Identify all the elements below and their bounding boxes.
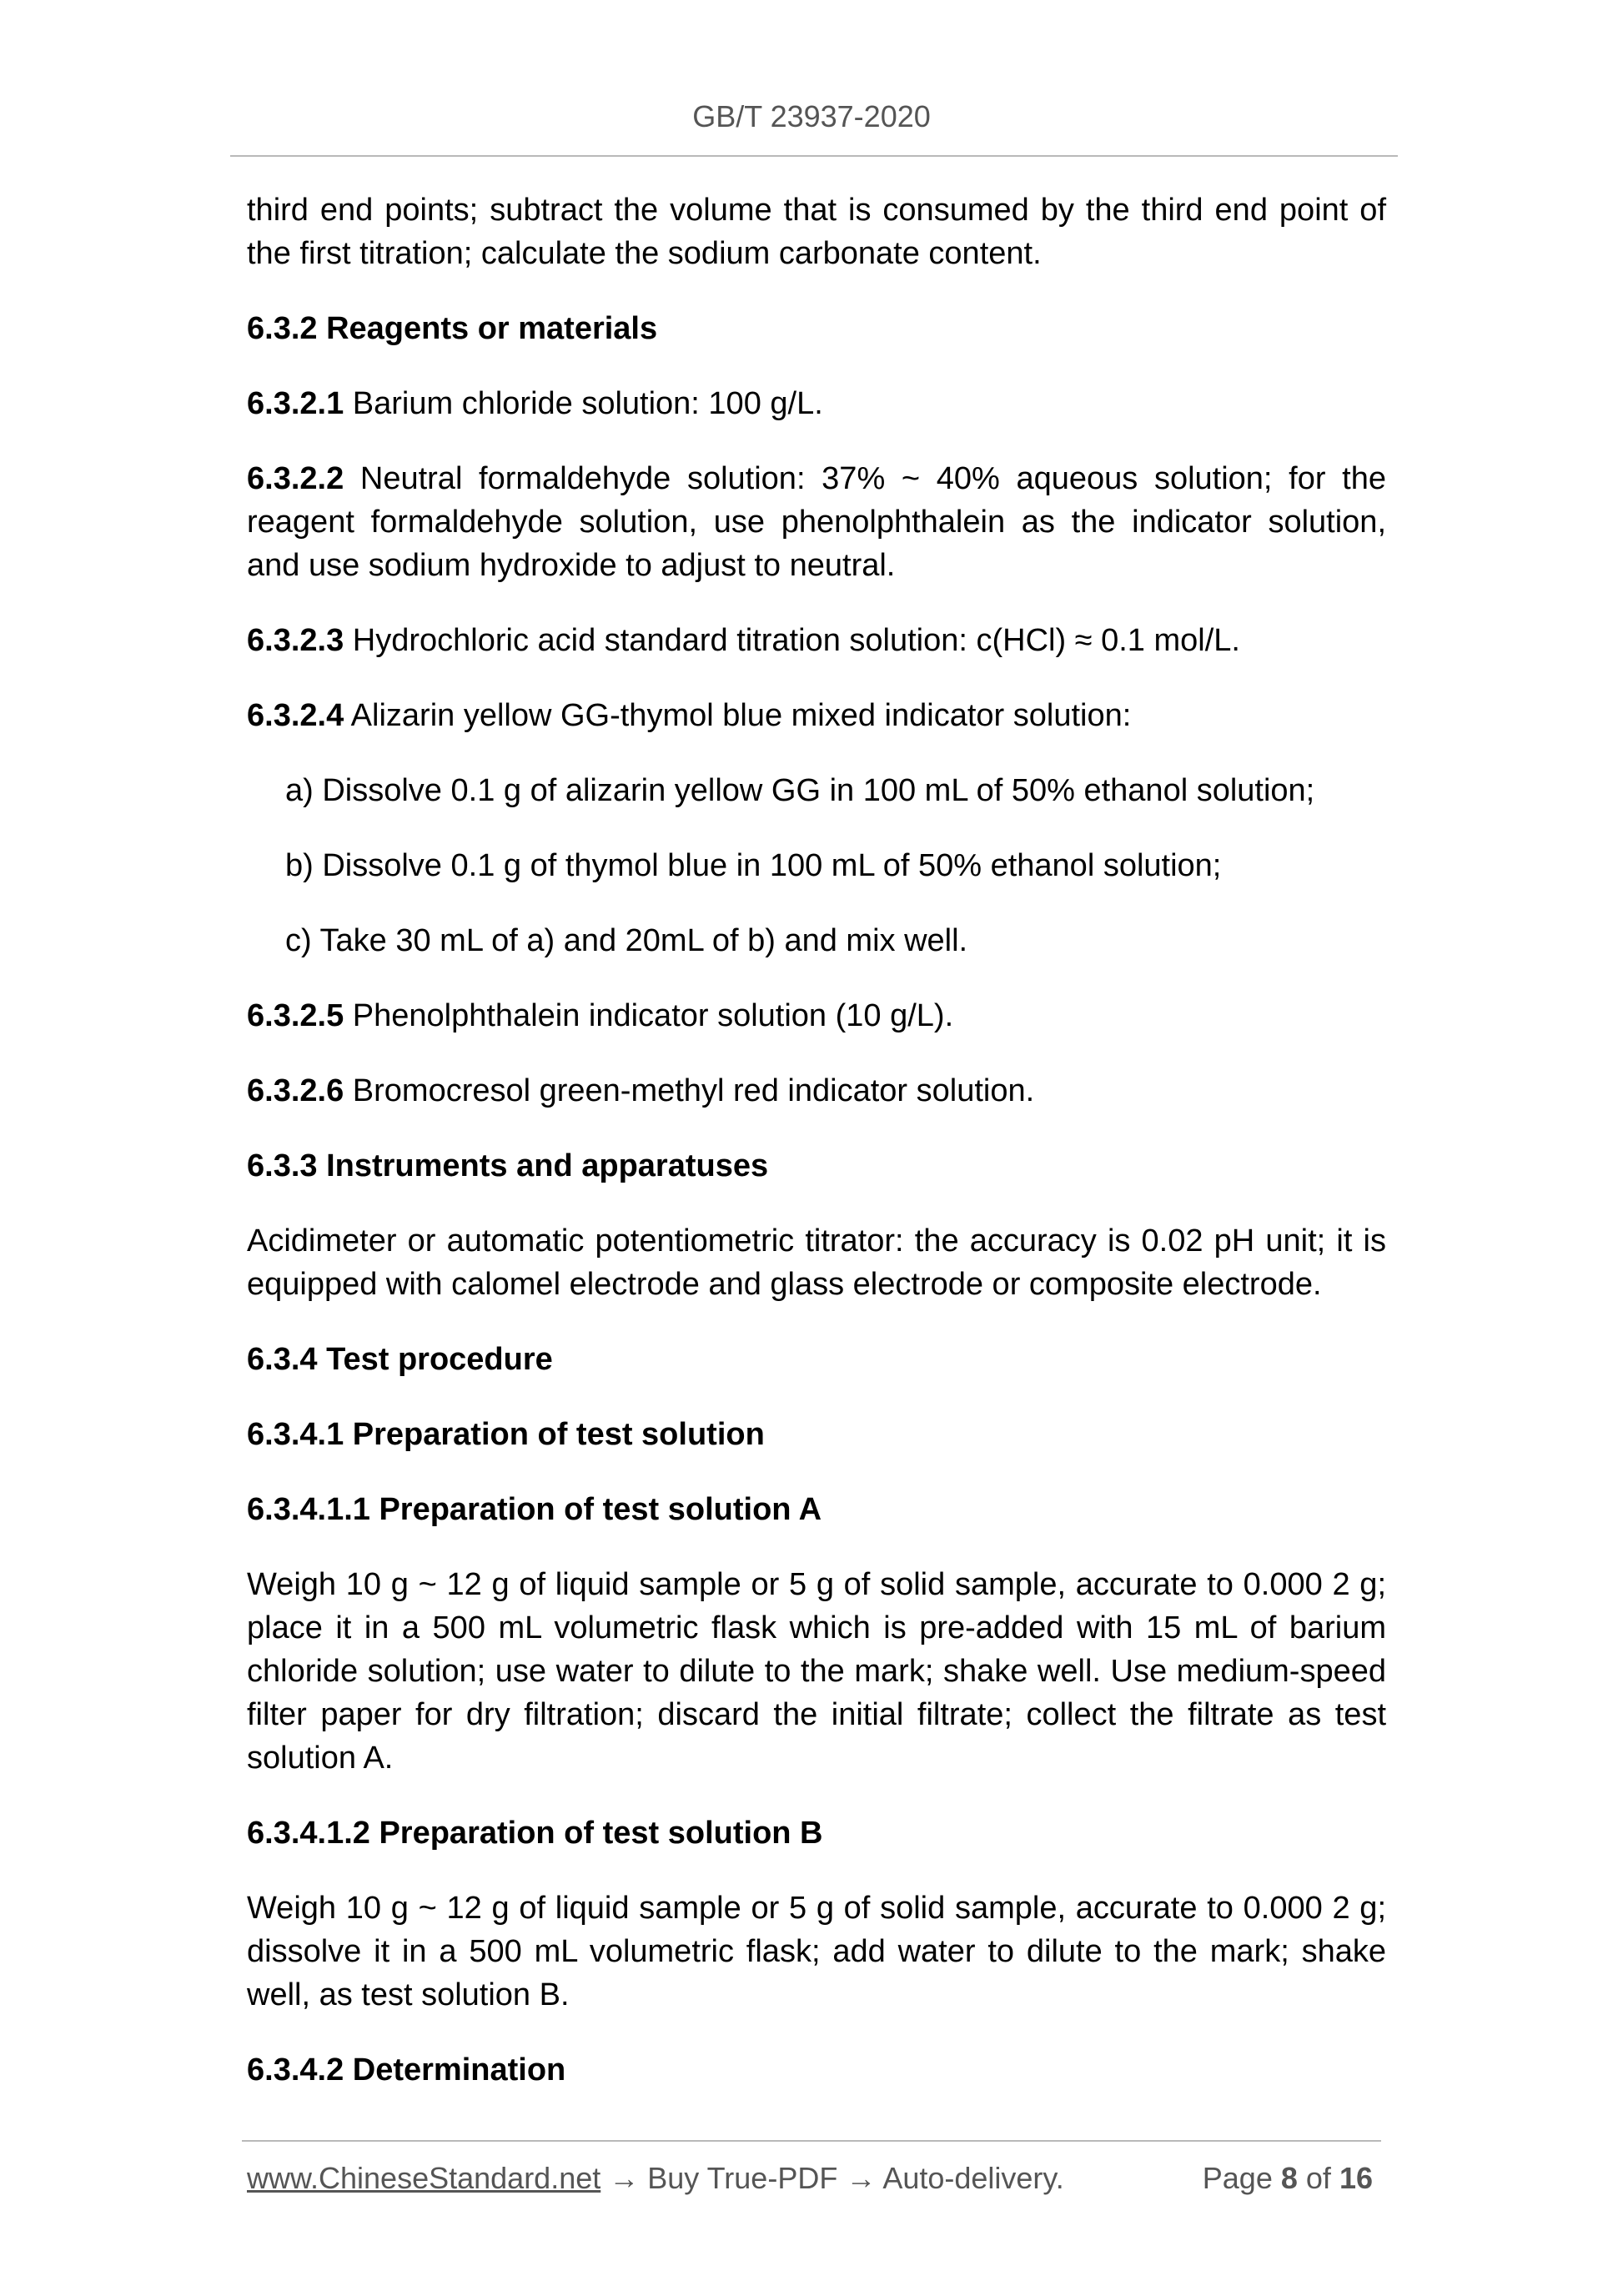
footer-promo xyxy=(247,2157,1064,2200)
paragraph-solution-a: Weigh 10 g ~ 12 g of liquid sample or 5 g of solid sample, accurate to 0.000 2 g; place it in a 500 mL volumetric flask which is pre-added with 15 mL of barium chloride solution; use water to dilute to the mark; shake well. Use medium-speed filter paper for dry filtration; discard the initial filtrate; collect the filtrate as test solution A. xyxy=(247,1567,1386,1776)
section-heading-6-3-4-1-1: 6.3.4.1.1 Preparation of test solution A xyxy=(247,1492,822,1527)
page-number xyxy=(1203,2157,1373,2200)
clause-number: 6.3.2.4 xyxy=(247,698,344,733)
clause-text: Alizarin yellow GG-thymol blue mixed indicator solution: xyxy=(344,698,1132,733)
section-heading-6-3-4-1-2: 6.3.4.1.2 Preparation of test solution B xyxy=(247,1816,823,1851)
paragraph-solution-b: Weigh 10 g ~ 12 g of liquid sample or 5 g of solid sample, accurate to 0.000 2 g; dissolve it in a 500 mL volumetric flask; add water to dilute to the mark; shake well, as test solution B. xyxy=(247,1891,1386,2012)
clause-text: Bromocresol green-methyl red indicator solution. xyxy=(344,1073,1035,1108)
clause-6-3-2-6 xyxy=(247,1069,1386,1113)
paragraph-instruments: Acidimeter or automatic potentiometric titrator: the accuracy is 0.02 pH unit; it is equipped with calomel electrode and glass electrode or composite electrode. xyxy=(247,1223,1386,1302)
paragraph-continuation: third end points; subtract the volume that is consumed by the third end point of the first titration; calculate the sodium carbonate content. xyxy=(247,193,1386,271)
clause-6-3-2-3 xyxy=(247,619,1386,662)
section-heading-6-3-2: 6.3.2 Reagents or materials xyxy=(247,311,658,346)
current-page: 8 xyxy=(1280,2161,1298,2195)
clause-number: 6.3.2.1 xyxy=(247,386,344,421)
section-heading-6-3-4-2: 6.3.4.2 Determination xyxy=(247,2052,566,2088)
page-header xyxy=(0,98,1623,135)
clause-number: 6.3.2.5 xyxy=(247,998,344,1033)
section-heading-6-3-4-1: 6.3.4.1 Preparation of test solution xyxy=(247,1417,765,1452)
header-divider xyxy=(230,155,1398,157)
clause-number: 6.3.2.6 xyxy=(247,1073,344,1108)
clause-number: 6.3.2.2 xyxy=(247,461,344,496)
website-link[interactable]: www.ChineseStandard.net xyxy=(247,2161,601,2195)
clause-text: Phenolphthalein indicator solution (10 g/L). xyxy=(344,998,954,1033)
section-heading-6-3-3: 6.3.3 Instruments and apparatuses xyxy=(247,1148,769,1183)
footer-divider xyxy=(242,2140,1381,2142)
section-heading-6-3-4: 6.3.4 Test procedure xyxy=(247,1342,553,1377)
list-item-a: a) Dissolve 0.1 g of alizarin yellow GG in 100 mL of 50% ethanol solution; xyxy=(285,773,1315,808)
page-word: Page xyxy=(1202,2161,1273,2195)
list-item-b: b) Dissolve 0.1 g of thymol blue in 100 mL of 50% ethanol solution; xyxy=(285,848,1222,883)
page-footer xyxy=(247,2157,1381,2200)
clause-text: Neutral formaldehyde solution: 37% ~ 40% aqueous solution; for the reagent formaldehyde solution, use phenolphthalein as the indicator solution, and use sodium hydroxide to adjust to neutral. xyxy=(247,461,1386,583)
clause-text: Hydrochloric acid standard titration solution: c(HCl) ≈ 0.1 mol/L. xyxy=(344,623,1240,658)
clause-6-3-2-1 xyxy=(247,382,1386,425)
clause-text: Barium chloride solution: 100 g/L. xyxy=(344,386,823,421)
clause-number: 6.3.2.3 xyxy=(247,623,344,658)
clause-6-3-2-4 xyxy=(247,694,1386,737)
total-pages: 16 xyxy=(1339,2161,1373,2195)
clause-6-3-2-5 xyxy=(247,994,1386,1037)
document-code: GB/T 23937-2020 xyxy=(692,99,931,133)
list-item-c: c) Take 30 mL of a) and 20mL of b) and mix well. xyxy=(285,923,968,958)
footer-tagline: → Buy True-PDF → Auto-delivery. xyxy=(600,2161,1064,2195)
of-word: of xyxy=(1305,2161,1331,2195)
document-body xyxy=(247,188,1386,2123)
clause-6-3-2-2 xyxy=(247,457,1386,587)
